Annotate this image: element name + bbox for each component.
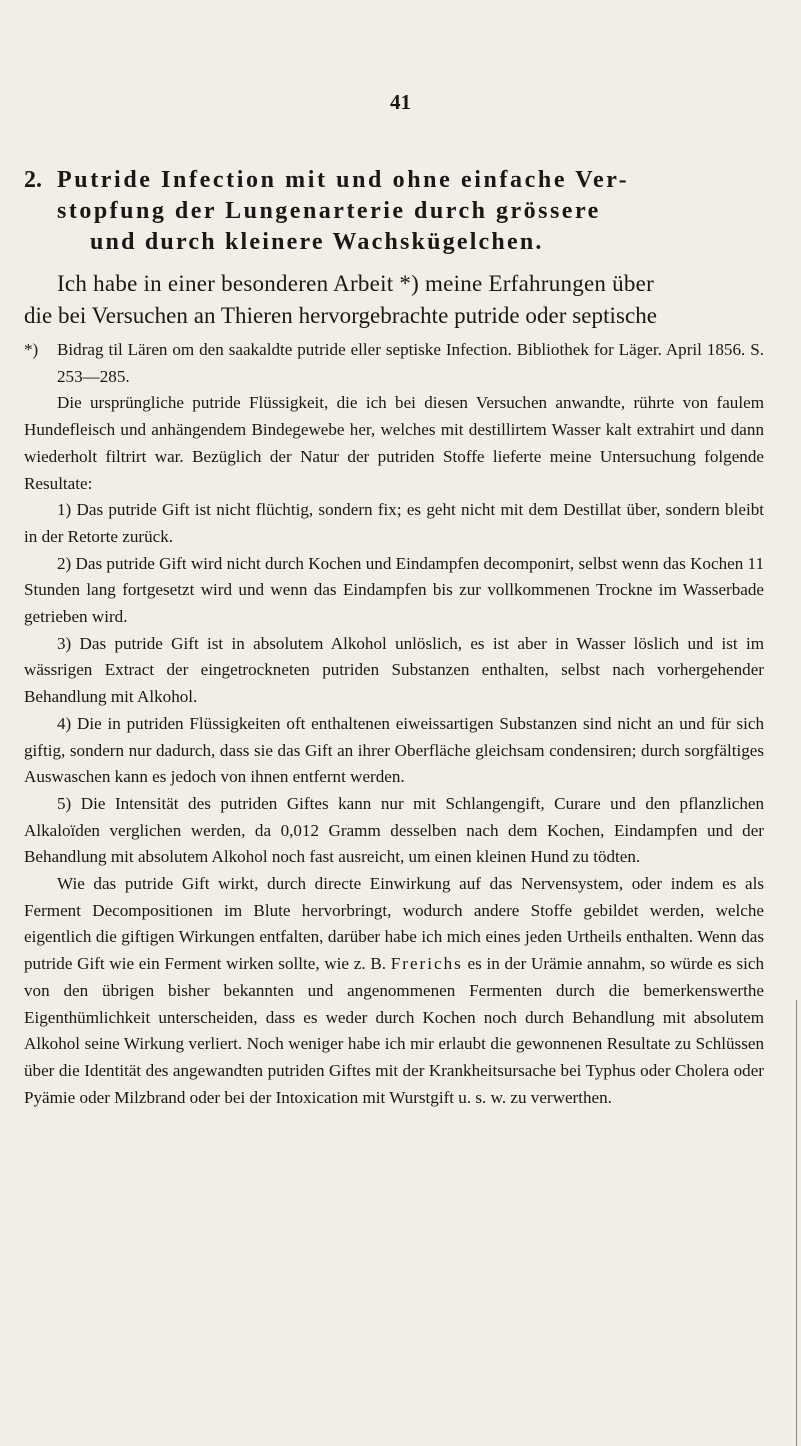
heading-line-2: stopfung der Lungenarterie durch grössere <box>57 198 601 224</box>
footnote-citation-paragraph <box>24 337 764 390</box>
intro-line-2: die bei Versuchen an Thieren hervorgebrachte putride oder septische <box>24 303 658 328</box>
page-edge-divider <box>796 1000 797 1446</box>
footnote-citation: Bidrag til Lären om den saakaldte putride eller septiske Infection. Bibliothek for Läger. April 1856. S. 253—285. <box>57 340 764 386</box>
footnote-mark: *) <box>24 340 39 359</box>
section-heading <box>24 165 744 258</box>
footnote-paragraph-conclusion <box>24 871 764 1111</box>
heading-line-1: Putride Infection mit und ohne einfache Ver- <box>57 167 630 193</box>
footnote-paragraph-1: Die ursprüngliche putride Flüssigkeit, die ich bei diesen Versuchen anwandte, rührte von faulem Hundefleisch und anhängendem Bindegewebe her, welches mit destillirtem Wasser kalt extrahirt und dann wiederholt filtrirt war. Bezüglich der Natur der putriden Stoffe lieferte meine Untersuchung folgende Resultate: <box>24 393 764 493</box>
footnote-result-4: 4) Die in putriden Flüssigkeiten oft enthaltenen eiweissartigen Substanzen sind nicht an und für sich giftig, sondern nur dadurch, dass sie das Gift an ihrer Oberfläche gleichsam condensiren; durch sorgfältiges Auswaschen kann es jedoch von ihnen entfernt werden. <box>24 713 764 787</box>
footnote-result-3: 3) Das putride Gift ist in absolutem Alkohol unlöslich, es ist aber in Wasser löslich und ist im wässrigen Extract der eingetrockneten putriden Substanzen enthalten, selbst nach vorhergehender Behandlung mit Alkohol. <box>24 633 764 707</box>
section-number: 2. <box>24 167 42 193</box>
intro-text <box>24 268 779 332</box>
conclusion-part-2: es in der Urämie annahm, so würde es sich von den übrigen bisher bekannten und angenommenen Fermenten durch die bemerkenswerthe Eigenthümlichkeit unterscheiden, dass es weder durch Kochen noch durch Behandlung mit absolutem Alkohol seine Wirkung verliert. Noch weniger habe ich mir erlaubt die gewonnenen Resultate zu Schlüssen über die Identität des angewandten putriden Giftes mit der Krankheitsursache bei Typhus oder Cholera oder Pyämie oder Milzbrand oder bei der Intoxication mit Wurstgift u. s. w. zu verwerthen. <box>24 954 764 1107</box>
intro-line-1: Ich habe in einer besonderen Arbeit *) meine Erfahrungen über <box>57 271 655 296</box>
footnote-result-5: 5) Die Intensität des putriden Giftes kann nur mit Schlangengift, Curare und den pflanzlichen Alkaloïden verglichen werden, da 0,012 Gramm desselben nach dem Kochen, Eindampfen und der Behandlung mit absolutem Alkohol noch fast ausreicht, um einen kleinen Hund zu tödten. <box>24 793 764 867</box>
heading-line-3: und durch kleinere Wachskügelchen. <box>90 229 544 255</box>
footnote-result-2: 2) Das putride Gift wird nicht durch Kochen und Eindampfen decomponirt, selbst wenn das Kochen 11 Stunden lang fortgesetzt wird und wenn das Eindampfen bis zur vollkommenen Trockne im Wasserbade getrieben wird. <box>24 553 764 627</box>
author-name-frerichs: Frerichs <box>390 954 463 974</box>
conclusion-part-1: Wie das putride Gift wirkt, durch directe Einwirkung auf das Nervensystem, oder indem es als Ferment Decompositionen im Blute hervorbringt, wodurch andere Stoffe gebildet werden, welche eigentlich die giftigen Wirkungen entfalten, darüber habe ich mich eines jeden Urtheils enthalten. Wenn das putride Gift wie ein Ferment wirken sollte, wie z. B. <box>24 874 764 974</box>
footnote-result-1: 1) Das putride Gift ist nicht flüchtig, sondern fix; es geht nicht mit dem Destillat über, sondern bleibt in der Retorte zurück. <box>24 500 764 546</box>
page-number: 41 <box>390 90 411 114</box>
footnote <box>24 337 764 1111</box>
